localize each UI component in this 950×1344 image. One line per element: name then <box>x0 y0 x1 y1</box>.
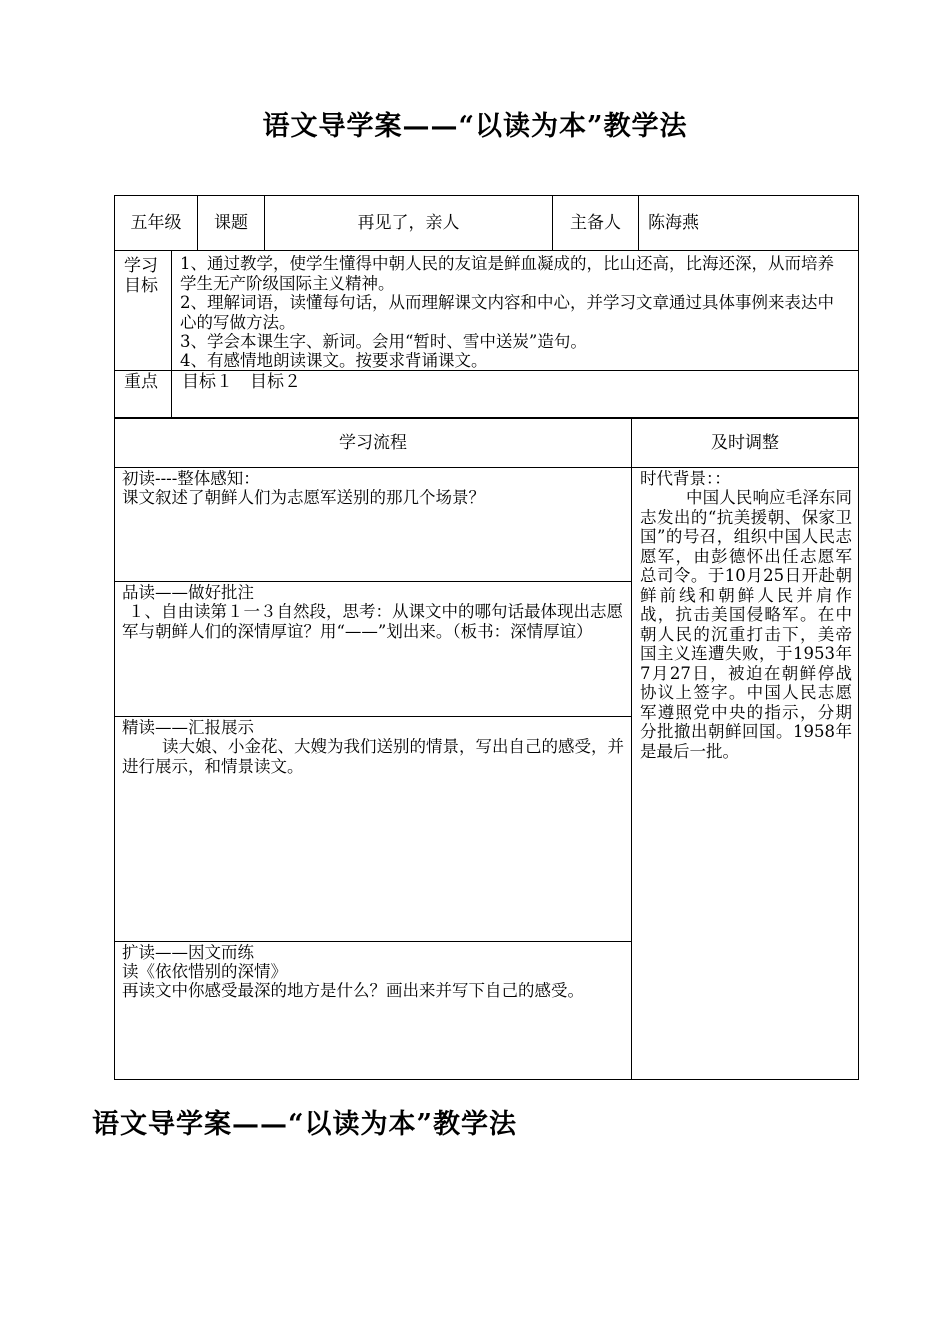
flow-header-right: 及时调整 <box>711 433 779 453</box>
section-2-heading: 品读——做好批注 <box>122 583 254 602</box>
preparer-label-cell: 主备人 <box>570 213 621 233</box>
footer-title: 语文导学案——“以读为本”教学法 <box>92 1109 518 1140</box>
objective-3: 3、学会本课生字、新词。会用“暂时、雪中送炭”造句。 <box>180 332 587 351</box>
section-3-heading: 精读——汇报展示 <box>122 718 254 737</box>
section-4-line1: 读《依依惜别的深情》 <box>122 962 287 981</box>
section-4-heading: 扩读——因文而练 <box>122 943 254 962</box>
background-text: 中国人民响应毛泽东同志发出的“抗美援朝、保家卫国”的号召，组织中国人民志愿军，由彭德怀出任志愿军总司令。于10月25日开赴朝鲜前线和朝鲜人民并肩作战，抗击美国侵略军。在中朝人民的沉重打击下，美帝国主义连遭失败，于1953年7月27日，被迫在朝鲜停战协议上签字。中国人民志愿军遵照党中央的指示，分期分批撤出朝鲜回国。1958年是最后一批。 <box>640 488 852 761</box>
objectives-label-line1: 学习 <box>124 256 158 276</box>
grade-cell: 五年级 <box>130 213 182 233</box>
topic-label-cell: 课题 <box>214 213 248 233</box>
key-points-value: 目标１ 目标２ <box>182 372 301 392</box>
section-2-body: １、自由读第１一３自然段，思考：从课文中的哪句话最体现出志愿军与朝鲜人们的深情厚谊？用“——”划出来。（板书：深情厚谊） <box>122 602 623 641</box>
objective-4: 4、有感情地朗读课文。按要求背诵课文。 <box>180 351 488 370</box>
section-1-heading: 初读----整体感知： <box>122 469 260 488</box>
preparer-cell: 陈海燕 <box>648 213 699 233</box>
page-title: 语文导学案——“以读为本”教学法 <box>262 111 688 142</box>
topic-cell: 再见了，亲人 <box>357 213 460 233</box>
section-4-body: 再读文中你感受最深的地方是什么？画出来并写下自己的感受。 <box>122 981 584 1000</box>
objective-2: 2、理解词语，读懂每句话，从而理解课文内容和中心，并学习文章通过具体事例来表达中心的写做方法。 <box>180 293 834 332</box>
section-1-body: 课文叙述了朝鲜人们为志愿军送别的那几个场景？ <box>122 488 485 507</box>
objectives-label-line2: 目标 <box>124 276 158 296</box>
background-heading: 时代背景：： <box>640 469 731 488</box>
flow-header-left: 学习流程 <box>339 433 407 453</box>
objective-1: 1、通过教学，使学生懂得中朝人民的友谊是鲜血凝成的，比山还高，比海还深，从而培养学生无产阶级国际主义精神。 <box>180 254 834 293</box>
section-3-body: 读大娘、小金花、大嫂为我们送别的情景，写出自己的感受，并进行展示，和情景读文。 <box>122 737 624 776</box>
key-points-label: 重点 <box>124 372 158 392</box>
